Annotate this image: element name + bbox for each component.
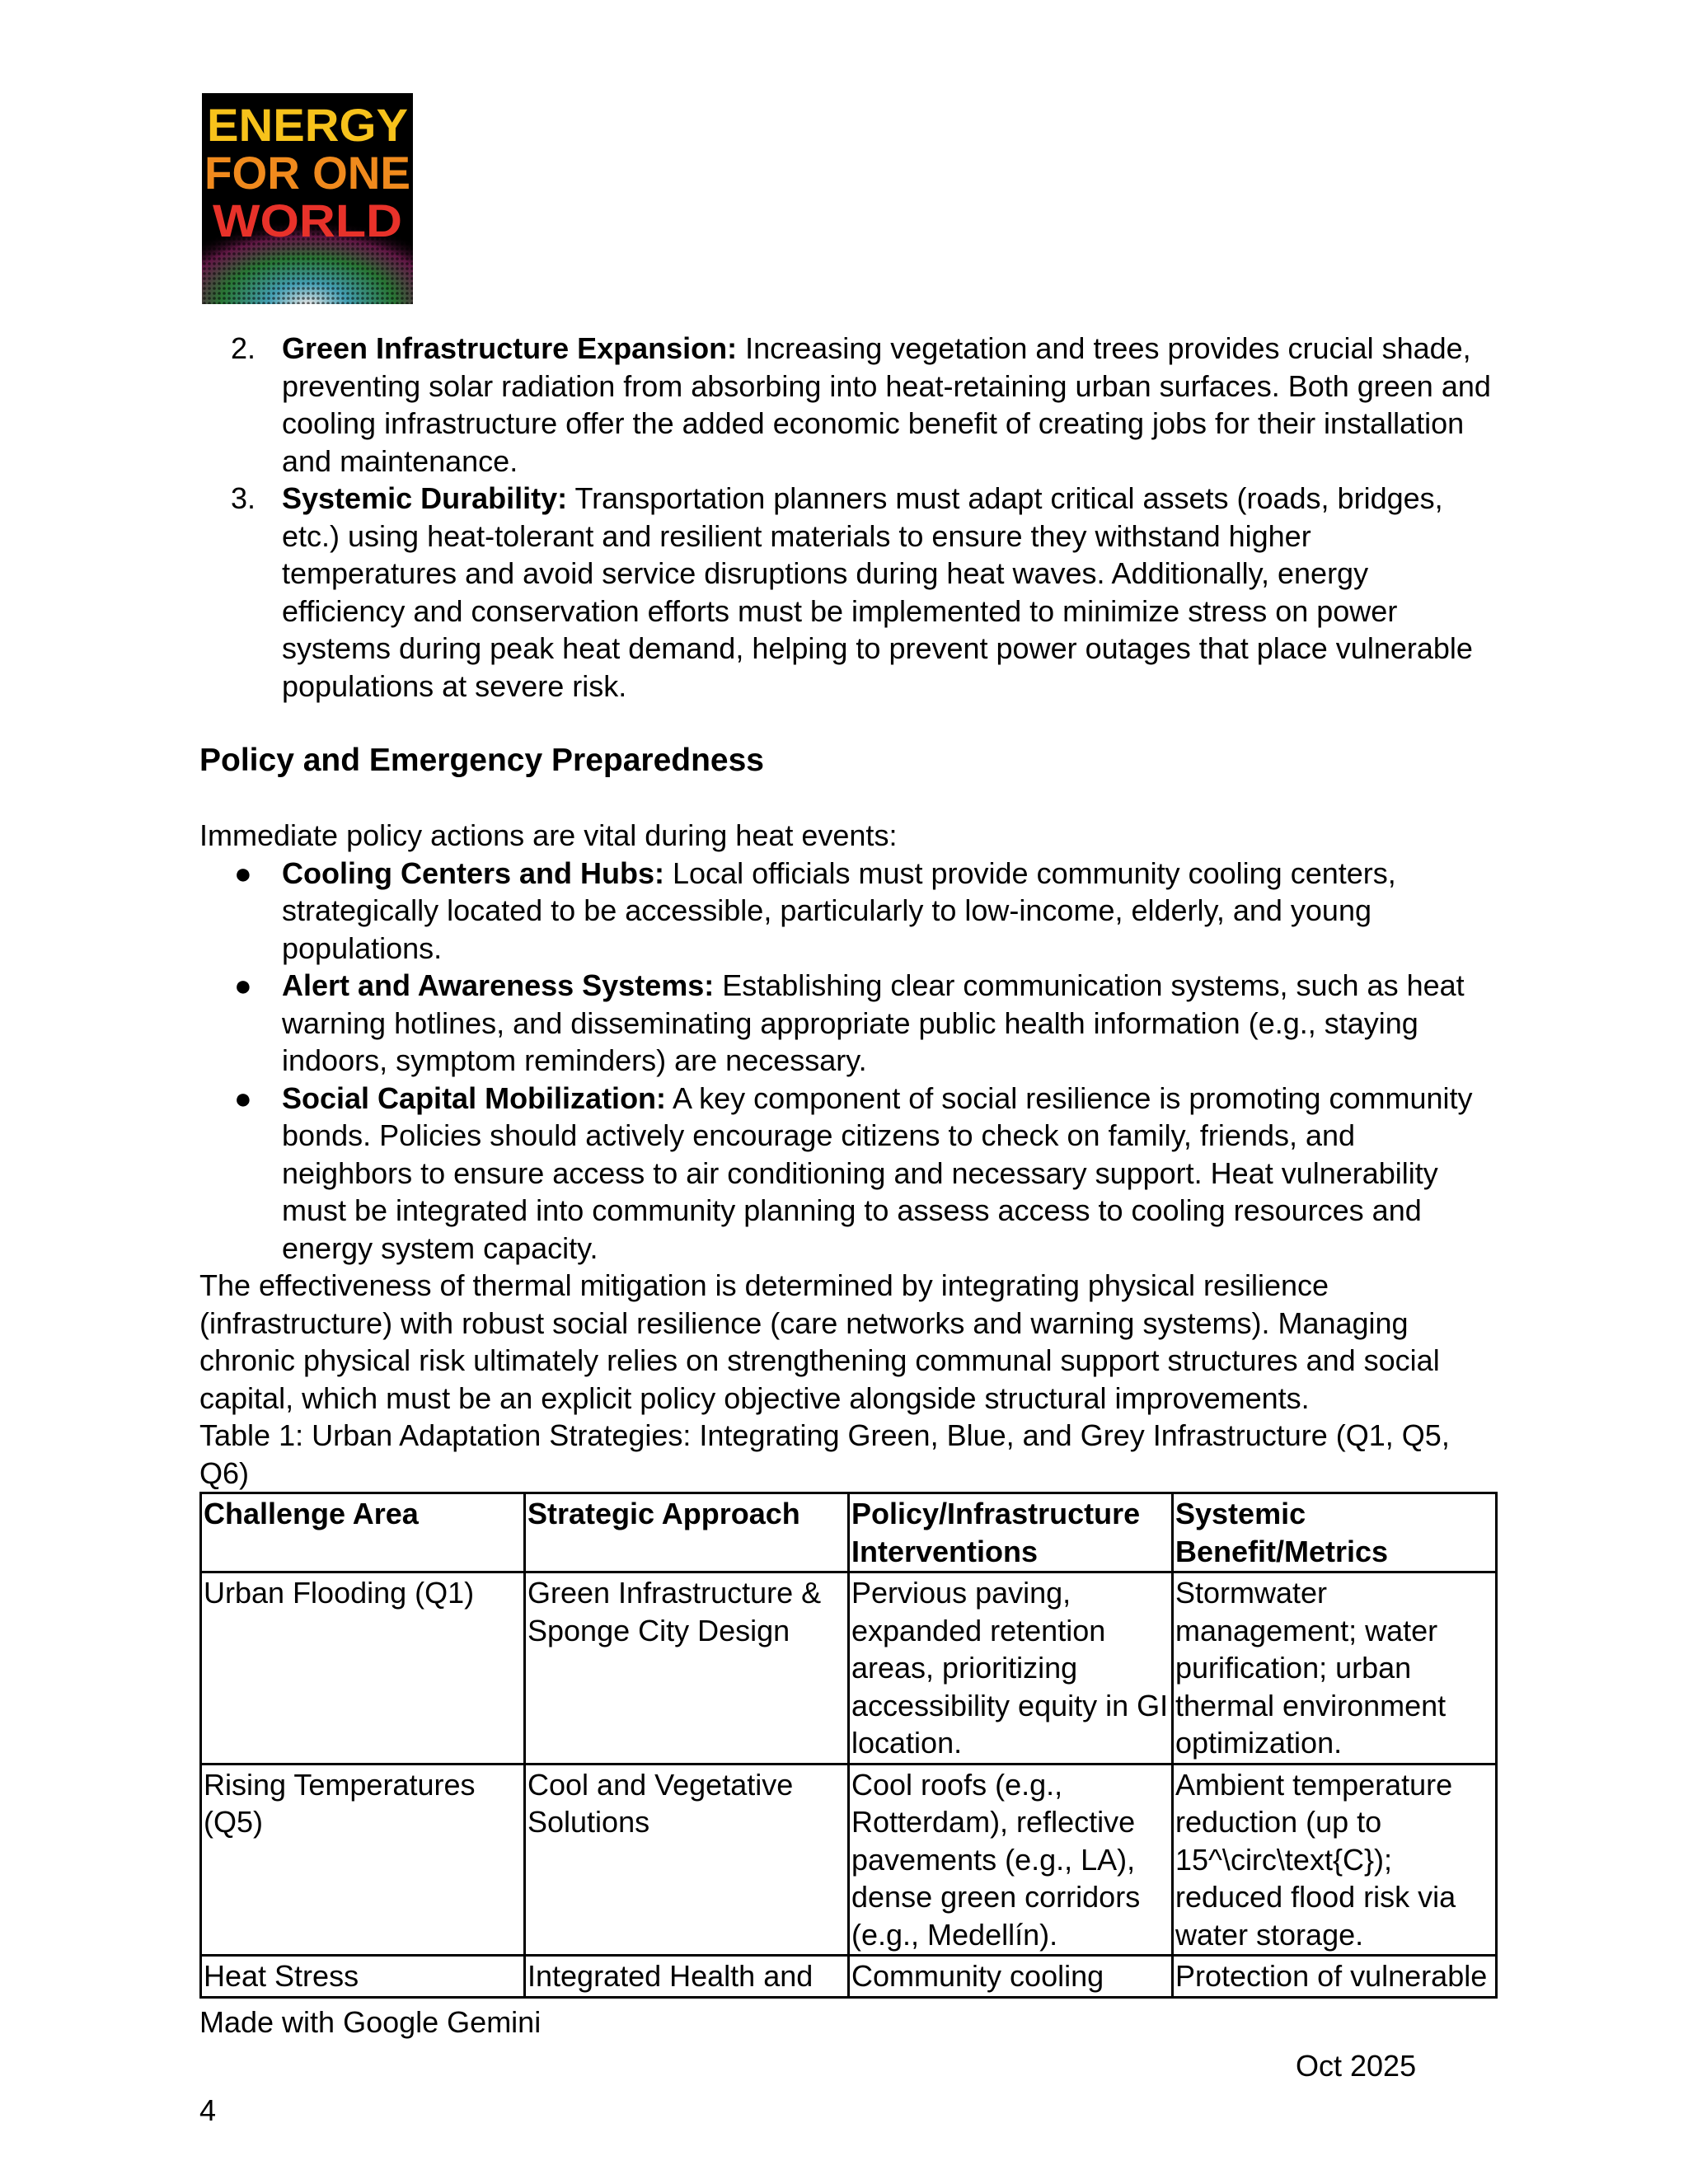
item-text: Transportation planners must adapt critical assets (roads, bridges, etc.) using heat-tolerant and resilient materials to ensure they withstand higher temperatures and avoid service disruptions during heat waves. Additionally, energy efficiency and conservation efforts must be implemented to minimize stress on power systems during peak heat demand, helping to prevent power outages that place vulnerable populations at severe risk. (282, 481, 1473, 703)
item-title: Cooling Centers and Hubs: (282, 855, 665, 890)
table-caption: Table 1: Urban Adaptation Strategies: Integrating Green, Blue, and Grey Infrastructure (Q1, Q5, Q6) (199, 1418, 1450, 1490)
table-cell: Pervious paving, expanded retention areas, prioritizing accessibility equity in GI location. (849, 1572, 1173, 1765)
item-text: Increasing vegetation and trees provides crucial shade, preventing solar radiation from absorbing into heat-retaining urban surfaces. Both green and cooling infrastructure offer the added economic benefit of creating jobs for their installation and maintenance. (282, 331, 1491, 478)
footer-date: Oct 2025 (1296, 2049, 1417, 2083)
table-row (201, 1956, 1497, 1998)
numbered-list-item (199, 480, 1493, 705)
item-title: Systemic Durability: (282, 481, 568, 515)
numbered-list-item (199, 330, 1493, 480)
table-header-cell: Systemic Benefit/Metrics (1173, 1493, 1497, 1572)
conclusion-paragraph: The effectiveness of thermal mitigation is determined by integrating physical resilience (infrastructure) with robust social resilience (care networks and warning systems). Managing chronic physical risk ultimately relies on strengthening communal support structures and social capital, which must be an explicit policy objective alongside structural improvements. (199, 1268, 1440, 1415)
table-cell: Rising Temperatures (Q5) (201, 1764, 525, 1956)
item-text: Establishing clear communication systems, such as heat warning hotlines, and disseminating appropriate public health information (e.g., staying indoors, symptom reminders) are necessary. (282, 968, 1465, 1077)
section-heading: Policy and Emergency Preparedness (199, 743, 764, 778)
table-cell: Ambient temperature reduction (up to 15^\circ\text{C}); reduced flood risk via water storage. (1173, 1764, 1497, 1956)
intro-paragraph: Immediate policy actions are vital during heat events: (199, 818, 898, 852)
bullet-list-item (199, 967, 1493, 1080)
list-number: 2. (231, 331, 256, 365)
item-title: Social Capital Mobilization: (282, 1080, 667, 1115)
table-header-row (201, 1493, 1497, 1572)
table-row (201, 1764, 1497, 1956)
item-title: Green Infrastructure Expansion: (282, 331, 738, 365)
logo-line-2: FOR ONE (204, 147, 410, 199)
bullet-icon: ● (234, 855, 252, 890)
table-cell: Heat Stress (201, 1956, 525, 1998)
table-cell: Cool roofs (e.g., Rotterdam), reflective pavements (e.g., LA), dense green corridors (e.g., Medellín). (849, 1764, 1173, 1956)
logo-line-3: WORLD (213, 194, 402, 246)
table-cell: Urban Flooding (Q1) (201, 1572, 525, 1765)
page-number: 4 (199, 2093, 217, 2127)
table-cell: Cool and Vegetative Solutions (525, 1764, 849, 1956)
table-header-cell: Strategic Approach (525, 1493, 849, 1572)
table-header-cell: Challenge Area (201, 1493, 525, 1572)
bullet-icon: ● (234, 968, 252, 1002)
document-body (199, 330, 1493, 1999)
table-cell: Integrated Health and (525, 1956, 849, 1998)
bullet-list-item (199, 855, 1493, 968)
table-cell: Protection of vulnerable (1173, 1956, 1497, 1998)
table-cell: Stormwater management; water purification; urban thermal environment optimization. (1173, 1572, 1497, 1765)
list-number: 3. (231, 481, 256, 515)
table-cell: Green Infrastructure & Sponge City Design (525, 1572, 849, 1765)
table-header-cell: Policy/Infrastructure Interventions (849, 1493, 1173, 1572)
bullet-list-item (199, 1080, 1493, 1268)
item-text: A key component of social resilience is promoting community bonds. Policies should actively encourage citizens to check on family, friends, and neighbors to ensure access to air conditioning and necessary support. Heat vulnerability must be integrated into community planning to assess access to cooling resources and energy system capacity. (282, 1080, 1473, 1265)
item-text: Local officials must provide community cooling centers, strategically located to be accessible, particularly to low-income, elderly, and young populations. (282, 855, 1396, 965)
footer-made-with: Made with Google Gemini (199, 2005, 542, 2039)
item-title: Alert and Awareness Systems: (282, 968, 715, 1002)
table-cell: Community cooling (849, 1956, 1173, 1998)
bullet-icon: ● (234, 1080, 252, 1115)
energy-for-one-world-logo (202, 93, 413, 304)
table-row (201, 1572, 1497, 1765)
adaptation-strategies-table (199, 1492, 1498, 1999)
logo-line-1: ENERGY (207, 99, 408, 151)
